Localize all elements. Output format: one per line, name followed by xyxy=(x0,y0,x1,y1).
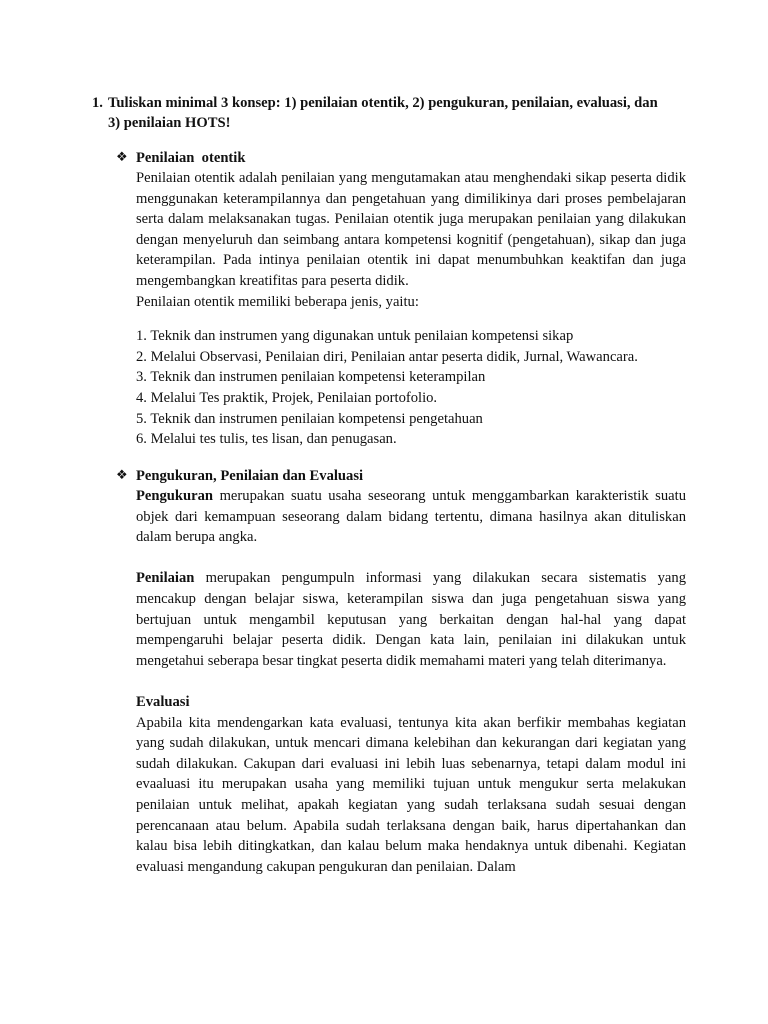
section-body xyxy=(136,486,686,877)
list-item: 1. Teknik dan instrumen yang digunakan untuk penilaian kompetensi sikap xyxy=(136,328,574,345)
section-body xyxy=(136,168,686,450)
list-item: 5. Teknik dan instrumen penilaian kompetensi pengetahuan xyxy=(136,410,483,427)
penilaian-term: Penilaian xyxy=(136,570,195,587)
paragraph-gap xyxy=(136,548,686,569)
section-title: Penilaian otentik xyxy=(136,150,246,166)
otentik-paragraph: Penilaian otentik adalah penilaian yang mengutamakan atau menghendaki sikap peserta didik menggunakan keterampilannya dan pengetahuan yang dimilikinya dari proses pembelajaran serta dalam melaksanakan tugas. Penilaian otentik juga merupakan penilaian yang dilakukan dengan menyeluruh dan seimbang antara kompetensi kognitif (pengetahuan), sikap dan juga keterampilan. Pada intinya penilaian otentik ini dapat menumbuhkan keaktifan dan juga mengembangkan kreatifitas para peserta didik. xyxy=(136,170,686,289)
list-item: 3. Teknik dan instrumen penilaian kompetensi keterampilan xyxy=(136,369,486,386)
penilaian-paragraph xyxy=(136,568,686,671)
diamond-bullet-icon: ❖ xyxy=(116,150,128,165)
otentik-list xyxy=(136,326,686,450)
list-item: 4. Melalui Tes praktik, Projek, Penilaian portofolio. xyxy=(136,389,438,406)
section-pengukuran-penilaian-evaluasi xyxy=(116,466,686,877)
question-text-line-2: 3) penilaian HOTS! xyxy=(108,115,231,131)
evaluasi-paragraph: Apabila kita mendengarkan kata evaluasi, tentunya kita akan berfikir membahas kegiatan yang sudah dilakukan, untuk mencari dimana kelebihan dan kekurangan dari kegiatan yang sudah dilakukan. Cakupan dari evaluasi ini lebih luas sebenarnya, tetapi dalam modul ini evaaluasi itu merupakan usaha yang memiliki tujuan untuk mengukur serta melakukan penilaian untuk melihat, apakah kegiatan yang sudah terlaksana sudah sesuai dengan perencanaan atau belum. Apabila sudah terlaksana dengan baik, harus dipertahankan dan kalau bisa lebih ditingkatkan, dan kalau belum maka hendaknya untuk dibenahi. Kegiatan evaluasi mengandung cakupan pengukuran dan penilaian. Dalam xyxy=(136,714,686,875)
evaluasi-heading: Evaluasi xyxy=(136,693,190,710)
penilaian-text: merupakan pengumpuln informasi yang dilakukan secara sistematis yang mencakup dengan belajar siswa, keterampilan siswa dan juga pengetahuan siswa yang bertujuan untuk mengambil keputusan yang berkaitan dengan hal-hal yang dapat mempengaruhi belajar peserta didik. Dengan kata lain, penilaian ini dilakukan untuk mengetahui seberapa besar tingkat peserta didik memahami materi yang telah diterimanya. xyxy=(136,570,686,669)
otentik-list-intro: Penilaian otentik memiliki beberapa jenis, yaitu: xyxy=(136,293,419,310)
question-line-1 xyxy=(92,93,688,113)
pengukuran-paragraph xyxy=(136,486,686,548)
paragraph-gap xyxy=(136,671,686,692)
list-item: 2. Melalui Observasi, Penilaian diri, Penilaian antar peserta didik, Jurnal, Wawancara. xyxy=(136,348,638,365)
section-penilaian-otentik xyxy=(116,148,686,450)
pengukuran-term: Pengukuran xyxy=(136,488,214,504)
section-heading xyxy=(116,466,686,486)
list-item: 6. Melalui tes tulis, tes lisan, dan penugasan. xyxy=(136,431,397,448)
question-text-line-1: Tuliskan minimal 3 konsep: 1) penilaian otentik, 2) pengukuran, penilaian, evaluasi, dan xyxy=(108,95,658,111)
diamond-bullet-icon: ❖ xyxy=(116,468,128,483)
pengukuran-text: merupakan suatu usaha seseorang untuk menggambarkan karakteristik suatu objek dari kemampuan seseorang dalam bidang tertentu, dimana hasilnya akan dituliskan dalam berupa angka. xyxy=(136,488,686,546)
question-number: 1. xyxy=(92,95,103,111)
question-1 xyxy=(92,93,688,133)
section-title: Pengukuran, Penilaian dan Evaluasi xyxy=(136,468,364,484)
section-heading xyxy=(116,148,686,168)
